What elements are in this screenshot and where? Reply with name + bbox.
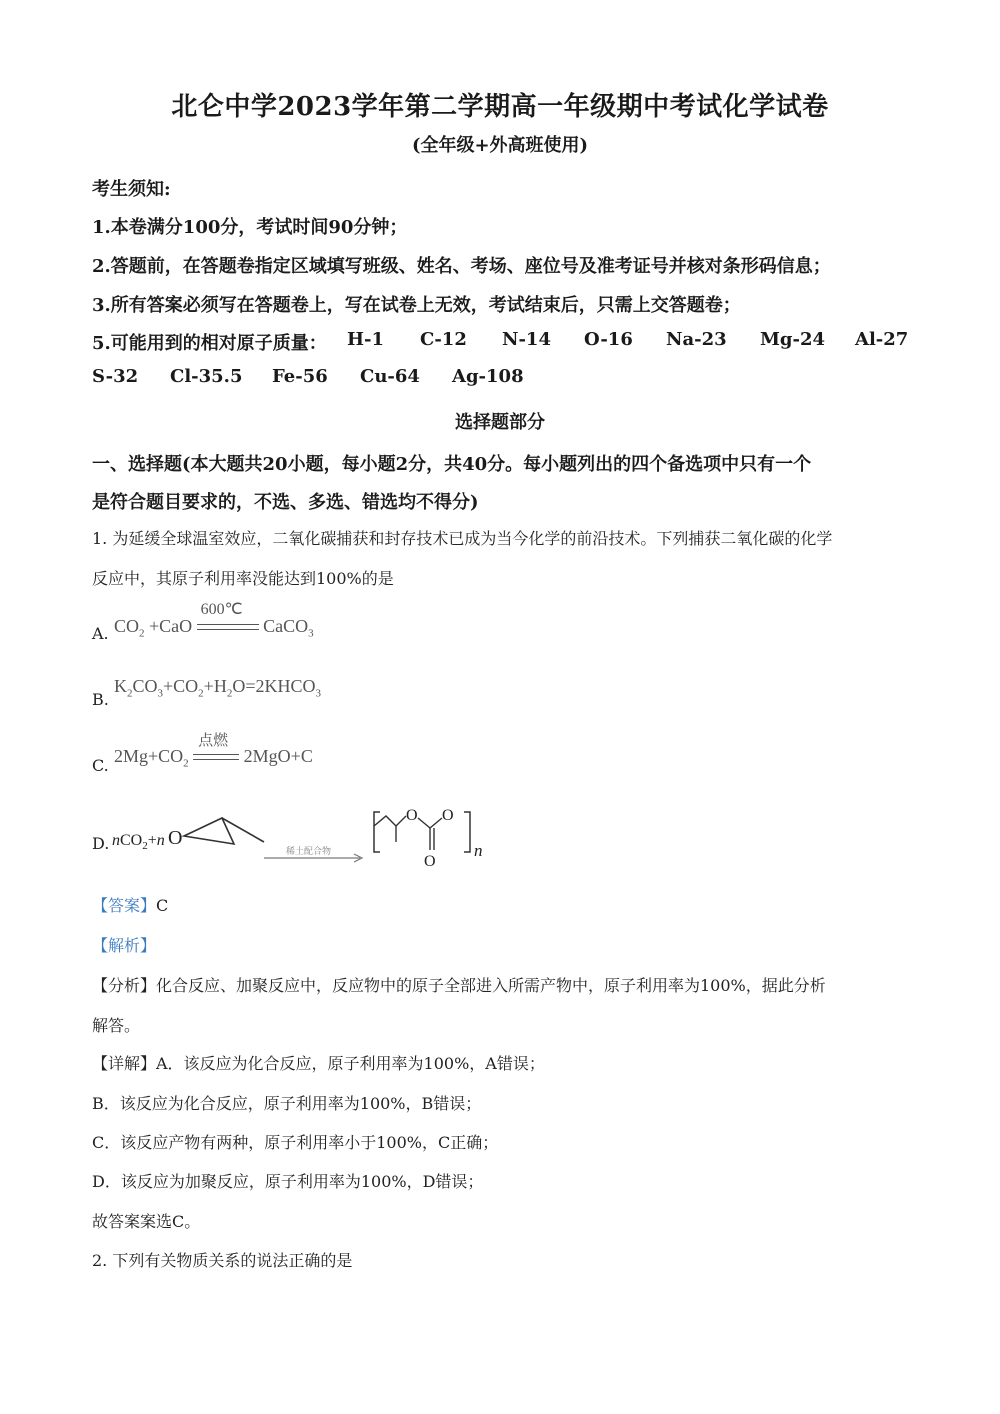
- detail-b: B．该反应为化合反应，原子利用率为100%，B错误；: [92, 1094, 482, 1113]
- option-d-structure: [168, 792, 508, 882]
- notice-item-3: 3.所有答案必须写在答题卷上，写在试卷上无效，考试结束后，只需上交答题卷；: [92, 295, 741, 316]
- mass-c: C-12: [420, 329, 467, 350]
- option-d-reactants: nCO$_2$+n: [112, 832, 165, 853]
- analysis-tag: 【解析】: [92, 936, 157, 955]
- mass-h: H-1: [347, 329, 385, 350]
- notice-item-1: 1.本卷满分100分，考试时间90分钟；: [92, 217, 408, 238]
- section-title: 选择题部分: [455, 412, 545, 433]
- mass-na: Na-23: [666, 329, 727, 350]
- answer-value: C: [156, 896, 169, 915]
- mass-s: S-32: [92, 366, 139, 387]
- detail-a: 【详解】A．该反应为化合反应，原子利用率为100%，A错误；: [92, 1054, 545, 1073]
- option-d-label: D.: [92, 834, 110, 853]
- mass-cu: Cu-64: [360, 366, 420, 387]
- analysis-line1: 【分析】化合反应、加聚反应中，反应物中的原子全部进入所需产物中，原子利用率为100%，据此分析: [92, 976, 826, 995]
- option-d-catalyst: 稀土配合物: [286, 847, 332, 857]
- mass-cl: Cl-35.5: [170, 366, 243, 387]
- polymer-oxygen-2: O: [442, 807, 454, 824]
- notice-item-2: 2.答题前，在答题卷指定区域填写班级、姓名、考场、座位号及准考证号并核对条形码信息；: [92, 256, 831, 277]
- polymer-bracket-right: [464, 812, 470, 852]
- option-b-equation: $K_2CO_3+CO_2+H_2O=2KHCO_3$: [114, 676, 321, 700]
- option-b-label: B.: [92, 690, 109, 709]
- option-c-label: C.: [92, 756, 109, 775]
- polymer-oxygen-1: O: [406, 807, 418, 824]
- polymer-bracket-left: [374, 812, 380, 852]
- mass-o: O-16: [584, 329, 633, 350]
- q1-stem-line2: 反应中，其原子利用率没能达到100%的是: [92, 569, 394, 588]
- polymer-n: n: [474, 841, 483, 860]
- q1-stem-line1: 1. 为延缓全球温室效应，二氧化碳捕获和封存技术已成为当今化学的前沿技术。下列捕获二氧化碳的化学: [92, 529, 833, 548]
- option-a-equation: $CO_2 +CaO$ 600℃ CaCO$_3$: [114, 600, 314, 640]
- option-c-equation: $2Mg+CO_2$ 点燃 2MgO+C: [114, 730, 313, 770]
- mass-ag: Ag-108: [452, 366, 524, 387]
- section-instruction-line1: 一、选择题(本大题共20小题，每小题2分，共40分。每小题列出的四个备选项中只有一个: [92, 454, 812, 475]
- option-a-label: A.: [92, 624, 109, 643]
- page-title: 北仑中学2023学年第二学期高一年级期中考试化学试卷: [171, 92, 829, 122]
- notice-heading: 考生须知:: [92, 179, 171, 200]
- page-subtitle: (全年级+外高班使用): [411, 135, 589, 156]
- epoxide-ring: [184, 818, 234, 844]
- mass-al: Al-27: [855, 329, 909, 350]
- mass-n: N-14: [502, 329, 551, 350]
- mass-mg: Mg-24: [760, 329, 826, 350]
- answer-tag: 【答案】: [92, 896, 157, 915]
- epoxide-oxygen-label: O: [168, 827, 183, 849]
- option-a-condition: 600℃: [200, 600, 243, 618]
- carbonyl-oxygen: O: [424, 853, 436, 870]
- analysis-line2: 解答。: [92, 1016, 141, 1035]
- mass-fe: Fe-56: [272, 366, 328, 387]
- option-c-condition: 点燃: [198, 730, 229, 749]
- polymer-backbone: [374, 816, 406, 826]
- masses-label: 5.可能用到的相对原子质量：: [92, 333, 327, 354]
- detail-d: D．该反应为加聚反应，原子利用率为100%，D错误；: [92, 1172, 484, 1191]
- q2-stem: 2. 下列有关物质关系的说法正确的是: [92, 1251, 353, 1270]
- answer-row: [92, 893, 168, 916]
- detail-c: C．该反应产物有两种，原子利用率小于100%，C正确；: [92, 1133, 499, 1152]
- section-instruction-line2: 是符合题目要求的，不选、多选、错选均不得分): [92, 492, 479, 513]
- conclusion: 故答案案选C。: [92, 1212, 201, 1231]
- polymer-carbonate: [418, 818, 442, 828]
